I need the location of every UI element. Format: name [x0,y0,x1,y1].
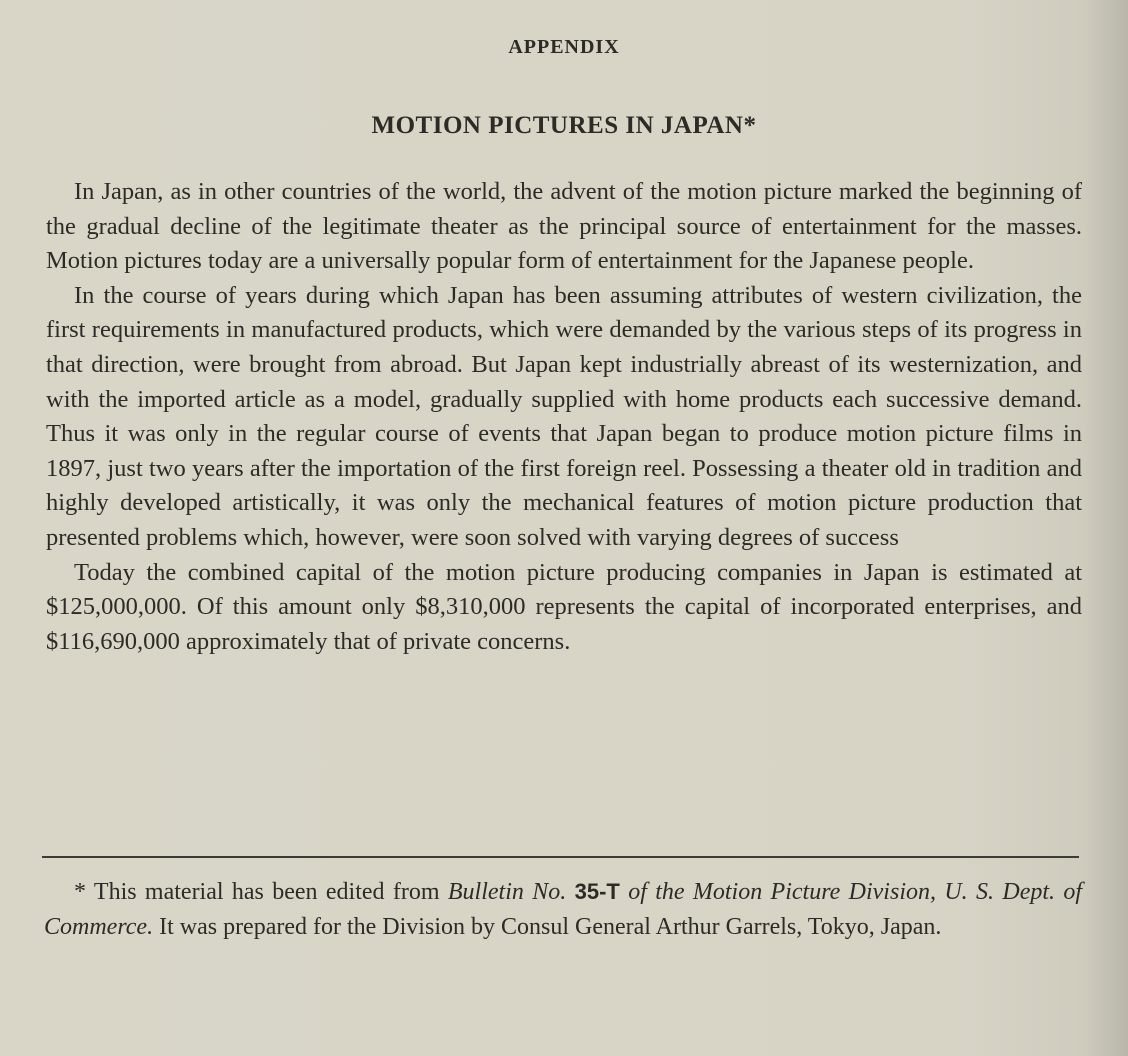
footnote-bulletin-number: 35-T [574,879,620,904]
page-title: MOTION PICTURES IN JAPAN* [371,112,757,139]
footnote [44,874,1082,945]
footnote-source: of the Motion Picture Division, U. S. Dept. of Commerce. [44,879,1083,940]
footnote-divider [42,856,1079,858]
paragraph-2: In the course of years during which Japan has been assuming attributes of western civilization, the first requirements in manufactured products, which were demanded by the various steps of its progress in that direction, were brought from abroad. But Japan kept industrially abreast of its westernization, and with the imported article as a model, gradually supplied with home products each successive demand. Thus it was only in the regular course of events that Japan began to produce motion picture films in 1897, just two years after the importation of the first foreign reel. Possessing a theater old in tradition and highly developed artistically, it was only the mechanical features of motion picture production that presented problems which, however, were soon solved with varying degrees of success [46,281,1082,551]
page-header: APPENDIX [508,36,620,58]
footnote-rest: It was prepared for the Division by Consul General Arthur Garrels, Tokyo, Japan. [159,914,942,940]
footnote-bulletin: Bulletin No. [447,879,567,905]
paragraph-3: Today the combined capital of the motion picture producing companies in Japan is estimated at $125,000,000. Of this amount only $8,310,000 represents the capital of incorporated enterprises, and $116,690,000 approximately that of private concerns. [46,558,1082,655]
footnote-intro: * This material has been edited from [74,879,448,905]
body-text [46,175,1082,659]
paragraph-1: In Japan, as in other countries of the world, the advent of the motion picture marked the beginning of the gradual decline of the legitimate theater as the principal source of entertainment for the masses. Motion pictures today are a universally popular form of entertainment for the Japanese people. [46,178,1082,275]
